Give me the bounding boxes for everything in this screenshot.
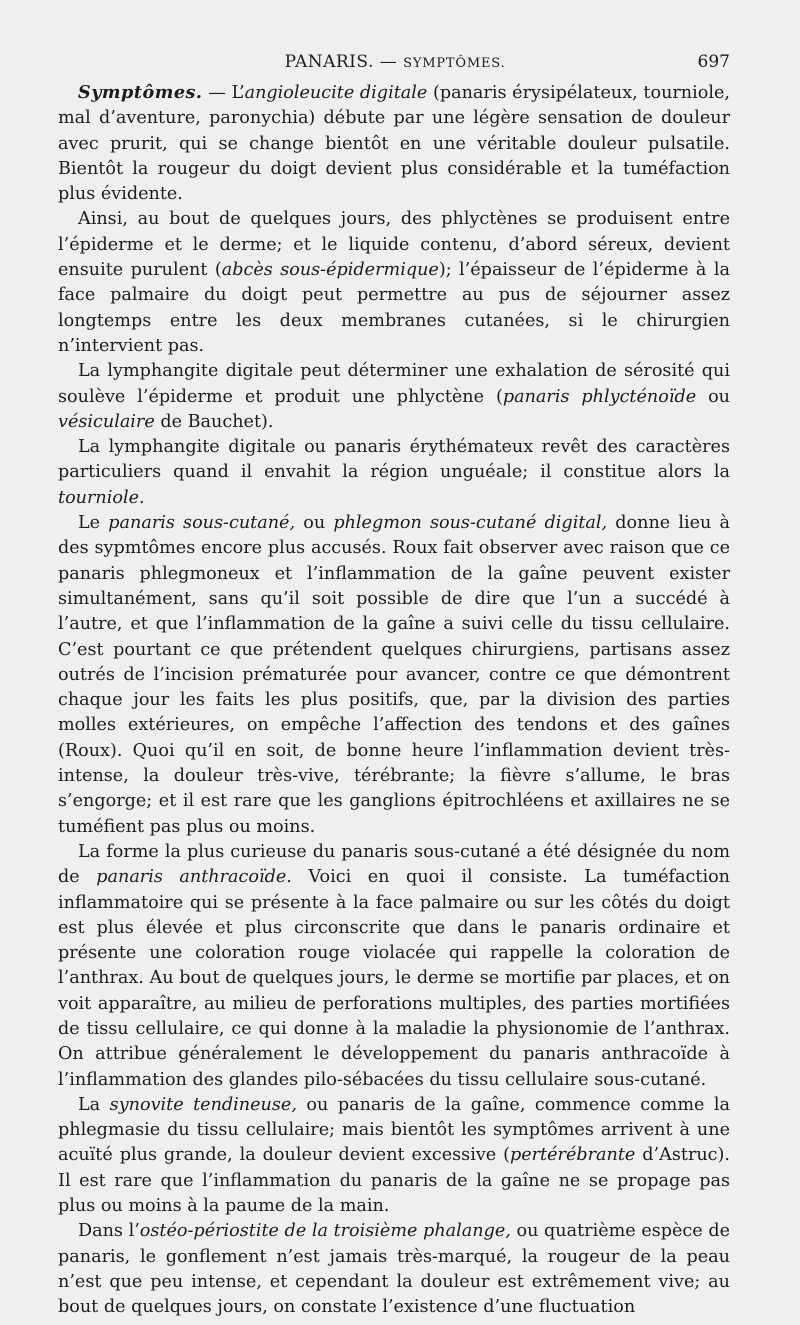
paragraph-2: Ainsi, au bout de quelques jours, des phlyctènes se produisent entre l’épiderme et le derme; et le liquide contenu, d’abord séreux, devient ensuite purulent (abcès sous-épidermique); l’épaisseur de l’épiderme à la face palmaire du doigt peut permettre au pus de séjourner assez longtemps entre les deux membranes cutanées, si le chirurgien n’intervient pas. — [58, 209, 730, 356]
italic-term: angioleucite digitale — [244, 83, 428, 103]
italic-term: ostéo-périostite de la troisième phalange, — [139, 1221, 511, 1242]
running-title-main: PANARIS. — [284, 52, 374, 72]
italic-term: vésiculaire — [58, 411, 155, 432]
paragraph-1: Symptômes. — L’angioleucite digitale (panaris érysipélateux, tourniole, mal d’aventure, paronychia) débute par une légère sensation de douleur avec prurit, qui se change bientôt en une véritable douleur pulsatile. Bientôt la rougeur du doigt devient plus considérable et la tuméfaction plus évidente. — [58, 82, 730, 205]
section-heading: Symptômes. — [78, 82, 203, 103]
italic-term: panaris phlycténoïde — [502, 386, 697, 407]
italic-term: synovite tendineuse, — [109, 1094, 297, 1115]
paragraph-7: La synovite tendineuse, ou panaris de la gaîne, commence comme la phlegmasie du tissu cellulaire; mais bientôt les symptômes arrivent à une acuïté plus grande, la douleur devient excessive (pertérébrante d’Astruc). Il est rare que l’inflammation du panaris de la gaîne ne se propage pas plus ou moins à la paume de la main. — [58, 1094, 731, 1217]
running-title-section: SYMPTÔMES. — [403, 56, 506, 71]
paragraph-3: La lymphangite digitale peut déterminer une exhalation de sérosité qui soulève l’épiderme et produit une phlyctène (panaris phlycténoïde ou vésiculaire de Bauchet). — [58, 361, 730, 432]
paragraph-8: Dans l’ostéo-périostite de la troisième phalange, ou quatrième espèce de panaris, le gonflement n’est jamais très-marqué, la rougeur de la peau n’est que peu intense, et cependant la douleur est extrêmement vive; au bout de quelques jours, on constate l’existence d’une fluctuation — [58, 1221, 730, 1318]
running-title — [60, 50, 730, 76]
page-number: 697 — [697, 52, 730, 72]
italic-term: abcès sous-épidermique — [221, 260, 439, 281]
italic-term: pertérébrante — [509, 1145, 636, 1166]
running-title-dash: — — [379, 52, 398, 72]
italic-term: panaris anthracoïde. — [96, 867, 292, 888]
body-text — [58, 80, 730, 1321]
italic-term: panaris sous-cutané, — [108, 513, 296, 534]
italic-term: phlegmon sous-cutané digital, — [333, 513, 608, 534]
italic-term: tourniole. — [58, 487, 145, 508]
paragraph-4: La lymphangite digitale ou panaris érythémateux revêt des caractères particuliers quand il envahit la région unguéale; il constitue alors la tourniole. — [58, 437, 730, 508]
paragraph-5: Le panaris sous-cutané, ou phlegmon sous-cutané digital, donne lieu à des sypmtômes encore plus accusés. Roux fait observer avec raison que ce panaris phlegmoneux et l’inflammation de la gaîne peuvent exister simultanément, sans qu’il soit possible de dire que l’un a succédé à l’autre, et que l’inflammation de la gaîne a suivi celle du tissu cellulaire. C’est pourtant ce que prétendent quelques chirurgiens, partisans assez outrés de l’incision prématurée pour avancer, contre ce que démontrent chaque jour les faits les plus positifs, que, par la division des parties molles extérieures, on empêche l’affection des tendons et des gaînes (Roux). Quoi qu’il en soit, de bonne heure l’inflammation devient très-intense, la douleur très-vive, térébrante; la fièvre s’allume, le bras s’engorge; et il est rare que les ganglions épitrochléens et axillaires ne se tuméfient pas plus ou moins. — [58, 513, 730, 837]
paragraph-6: La forme la plus curieuse du panaris sous-cutané a été désignée du nom de panaris anthracoïde. Voici en quoi il consiste. La tuméfaction inflammatoire qui se présente à la face palmaire ou sur les côtés du doigt est plus élevée et plus circonscrite que dans le panaris ordinaire et présente une coloration rouge violacée qui rappelle la coloration de l’anthrax. Au bout de quelques jours, le derme se mortifie par places, et on voit apparaître, au milieu de perforations multiples, des parties mortifiées de tissu cellulaire, ce qui donne à la maladie la physionomie de l’anthrax. On attribue généralement le développement du panaris anthracoïde à l’inflammation des glandes pilo-sébacées du tissu cellulaire sous-cutané. — [58, 841, 730, 1090]
running-head — [60, 50, 730, 74]
